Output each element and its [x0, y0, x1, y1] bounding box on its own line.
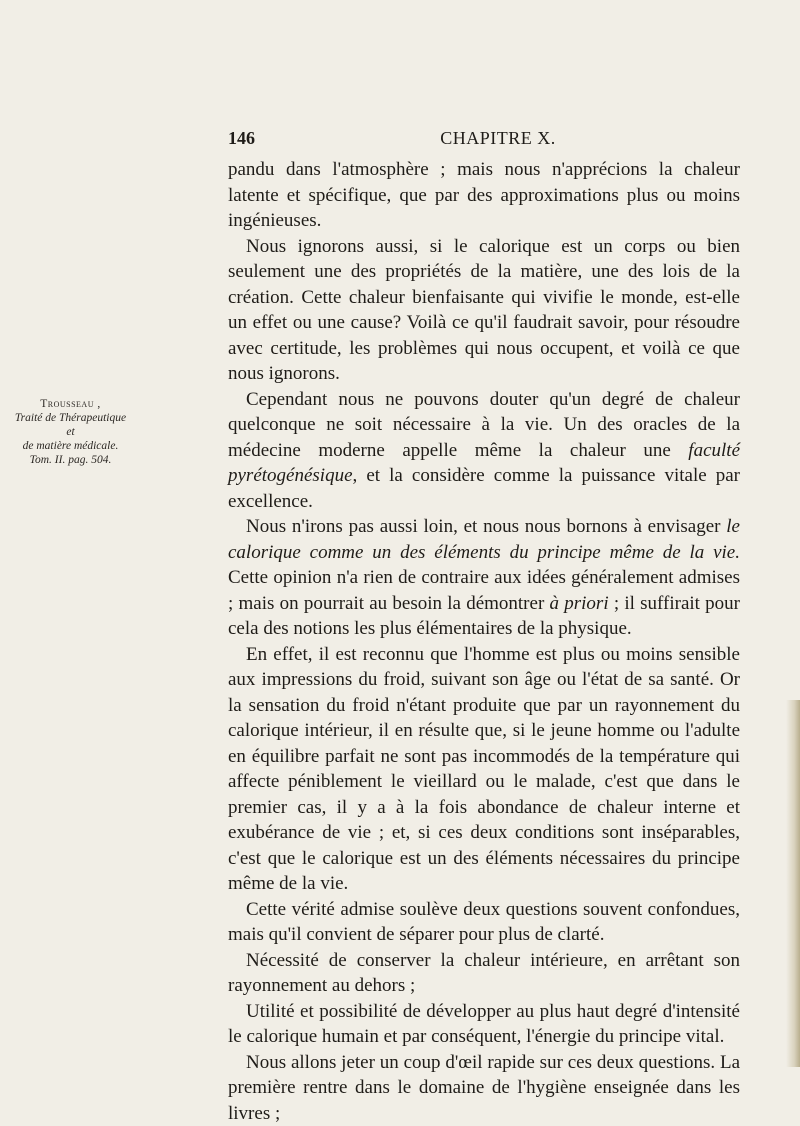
paragraph-italic: faculté pyrétogénésique [228, 440, 740, 487]
paragraph: Nous ignorons aussi, si le calorique est un corps ou bien seulement une des propriétés de la matière, une des lois de la création. Cette chaleur bienfaisante qui vivifie le monde, est-elle un effet ou une cause? Voilà ce qu'il faudrait savoir, pour résoudre avec certitude, les problèmes qui nous occupent, et voilà ce que nous ignorons. [228, 234, 740, 387]
running-head [228, 128, 748, 154]
margin-note-line1: Traité de Thérapeutique [15, 412, 126, 424]
paragraph: Nécessité de conserver la chaleur intérieure, en arrêtant son rayonnement au dehors ; [228, 948, 740, 999]
paragraph: En effet, il est reconnu que l'homme est plus ou moins sensible aux impressions du froid, suivant son âge ou l'état de sa santé. Or la sensation du froid n'étant produite que par un rayonnement du calorique intérieur, il en résulte que, si le jeune homme ou l'adulte en équilibre parfait ne sont pas incommodés de la température qui affecte péniblement le vieillard ou le malade, c'est que dans le premier cas, il y a à la fois abondance de chaleur interne et exubérance de vie ; et, si ces deux conditions sont inséparables, c'est que le calorique est un des éléments nécessaires du principe même de la vie. [228, 642, 740, 897]
paragraph: Nous allons jeter un coup d'œil rapide sur ces deux questions. La première rentre dans le domaine de l'hygiène enseignée dans les livres ; [228, 1050, 740, 1126]
paragraph-text: Cette opinion n'a rien de contraire aux idées généralement admises ; mais on pourrait au besoin la démontrer [228, 567, 740, 614]
chapter-title: CHAPITRE X. [348, 128, 648, 149]
margin-note-line2: et [66, 426, 74, 438]
margin-note-line4: Tom. II. pag. 504. [30, 454, 112, 466]
paragraph [228, 514, 740, 642]
paragraph-italic: à priori [550, 593, 609, 614]
page-number: 146 [228, 128, 255, 149]
page-edge-shadow [786, 700, 800, 1067]
paragraph-text: , et la considère comme la puissance vitale par excellence. [228, 465, 740, 512]
body-text [228, 157, 740, 1126]
margin-note [8, 397, 133, 467]
paragraph-text: Nous n'irons pas aussi loin, et nous nous bornons à envisager [246, 516, 726, 537]
paragraph-text: Cependant nous ne pouvons douter qu'un degré de chaleur quelconque ne soit nécessaire à la vie. Un des oracles de la médecine moderne appelle même la chaleur une [228, 389, 740, 461]
paragraph: pandu dans l'atmosphère ; mais nous n'apprécions la chaleur latente et spécifique, que par des approximations plus ou moins ingénieuses. [228, 157, 740, 234]
paragraph: Cette vérité admise soulève deux questions souvent confondues, mais qu'il convient de séparer pour plus de clarté. [228, 897, 740, 948]
paragraph-text: ; il suffirait pour cela des notions les plus élémentaires de la physique. [228, 593, 740, 640]
paragraph-italic: le calorique comme un des éléments du principe même de la vie. [228, 516, 740, 563]
margin-note-author: Trousseau , [8, 397, 133, 411]
paragraph: Utilité et possibilité de développer au plus haut degré d'intensité le calorique humain et par conséquent, l'énergie du principe vital. [228, 999, 740, 1050]
margin-note-line3: de matière médicale. [23, 440, 119, 452]
paragraph [228, 387, 740, 515]
